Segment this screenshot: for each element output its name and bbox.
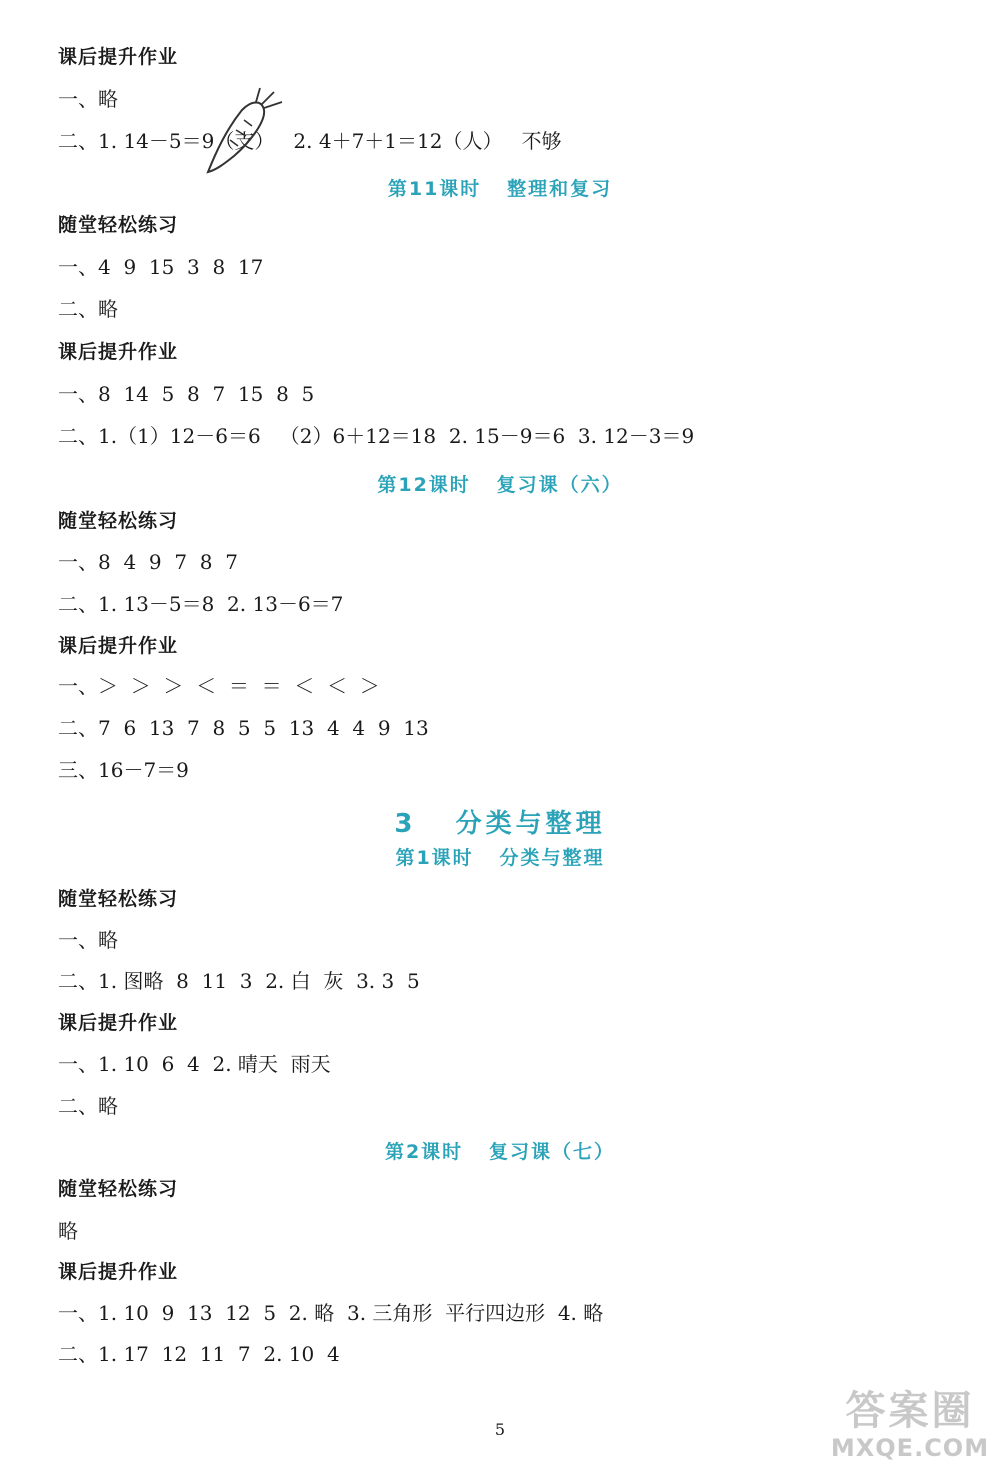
answer-line: 二、略: [58, 297, 118, 321]
section-label: 随堂轻松练习: [58, 214, 179, 236]
lesson-heading: 第1课时 分类与整理: [395, 847, 605, 869]
section-label: 课后提升作业: [58, 46, 179, 68]
answer-line: 一、4 9 15 3 8 17: [58, 255, 264, 279]
section-label: 随堂轻松练习: [58, 888, 179, 910]
answer-line: 二、1. 图略 8 11 3 2. 白 灰 3. 3 5: [58, 969, 420, 993]
unit-title: 3 分类与整理: [394, 809, 606, 839]
section-label: 课后提升作业: [58, 1012, 179, 1034]
answer-line: 略: [58, 1219, 78, 1243]
lesson-heading: 第2课时 复习课（七）: [384, 1141, 616, 1163]
page-number: 5: [494, 1420, 506, 1439]
answer-line: 一、1. 10 9 13 12 5 2. 略 3. 三角形 平行四边形 4. 略: [58, 1301, 604, 1325]
watermark-logo-text: 答案圈: [845, 1388, 975, 1434]
watermark-logo: [826, 1388, 994, 1462]
answer-line: 一、略: [58, 87, 118, 111]
answer-line: 一、＞ ＞ ＞ ＜ ＝ ＝ ＜ ＜ ＞: [58, 674, 380, 698]
watermark-url: MXQE.COM: [830, 1434, 990, 1462]
section-label: 课后提升作业: [58, 635, 179, 657]
section-label: 课后提升作业: [58, 1261, 179, 1283]
answer-line: 三、16－7＝9: [58, 758, 189, 782]
answer-line: 二、1. 17 12 11 7 2. 10 4: [58, 1342, 340, 1366]
answer-line: 二、1. 14－5＝9（支） 2. 4＋7＋1＝12（人） 不够: [58, 129, 562, 153]
answer-line: 二、略: [58, 1094, 118, 1118]
answer-line: 一、8 14 5 8 7 15 8 5: [58, 382, 315, 406]
answer-line: 二、1.（1）12－6＝6 （2）6＋12＝18 2. 15－9＝6 3. 12－3＝9: [58, 424, 695, 448]
answer-line: 一、8 4 9 7 8 7: [58, 550, 238, 574]
section-label: 课后提升作业: [58, 341, 179, 363]
answer-line: 二、1. 13－5＝8 2. 13－6＝7: [58, 592, 344, 616]
lesson-heading: 第11课时 整理和复习: [387, 178, 613, 200]
section-label: 随堂轻松练习: [58, 1178, 179, 1200]
carrot-doodle-icon: [200, 86, 290, 178]
section-label: 随堂轻松练习: [58, 510, 179, 532]
answer-line: 一、略: [58, 928, 118, 952]
lesson-heading: 第12课时 复习课（六）: [377, 474, 623, 496]
answer-line: 二、7 6 13 7 8 5 5 13 4 4 9 13: [58, 716, 429, 740]
answer-line: 一、1. 10 6 4 2. 晴天 雨天: [58, 1052, 331, 1076]
